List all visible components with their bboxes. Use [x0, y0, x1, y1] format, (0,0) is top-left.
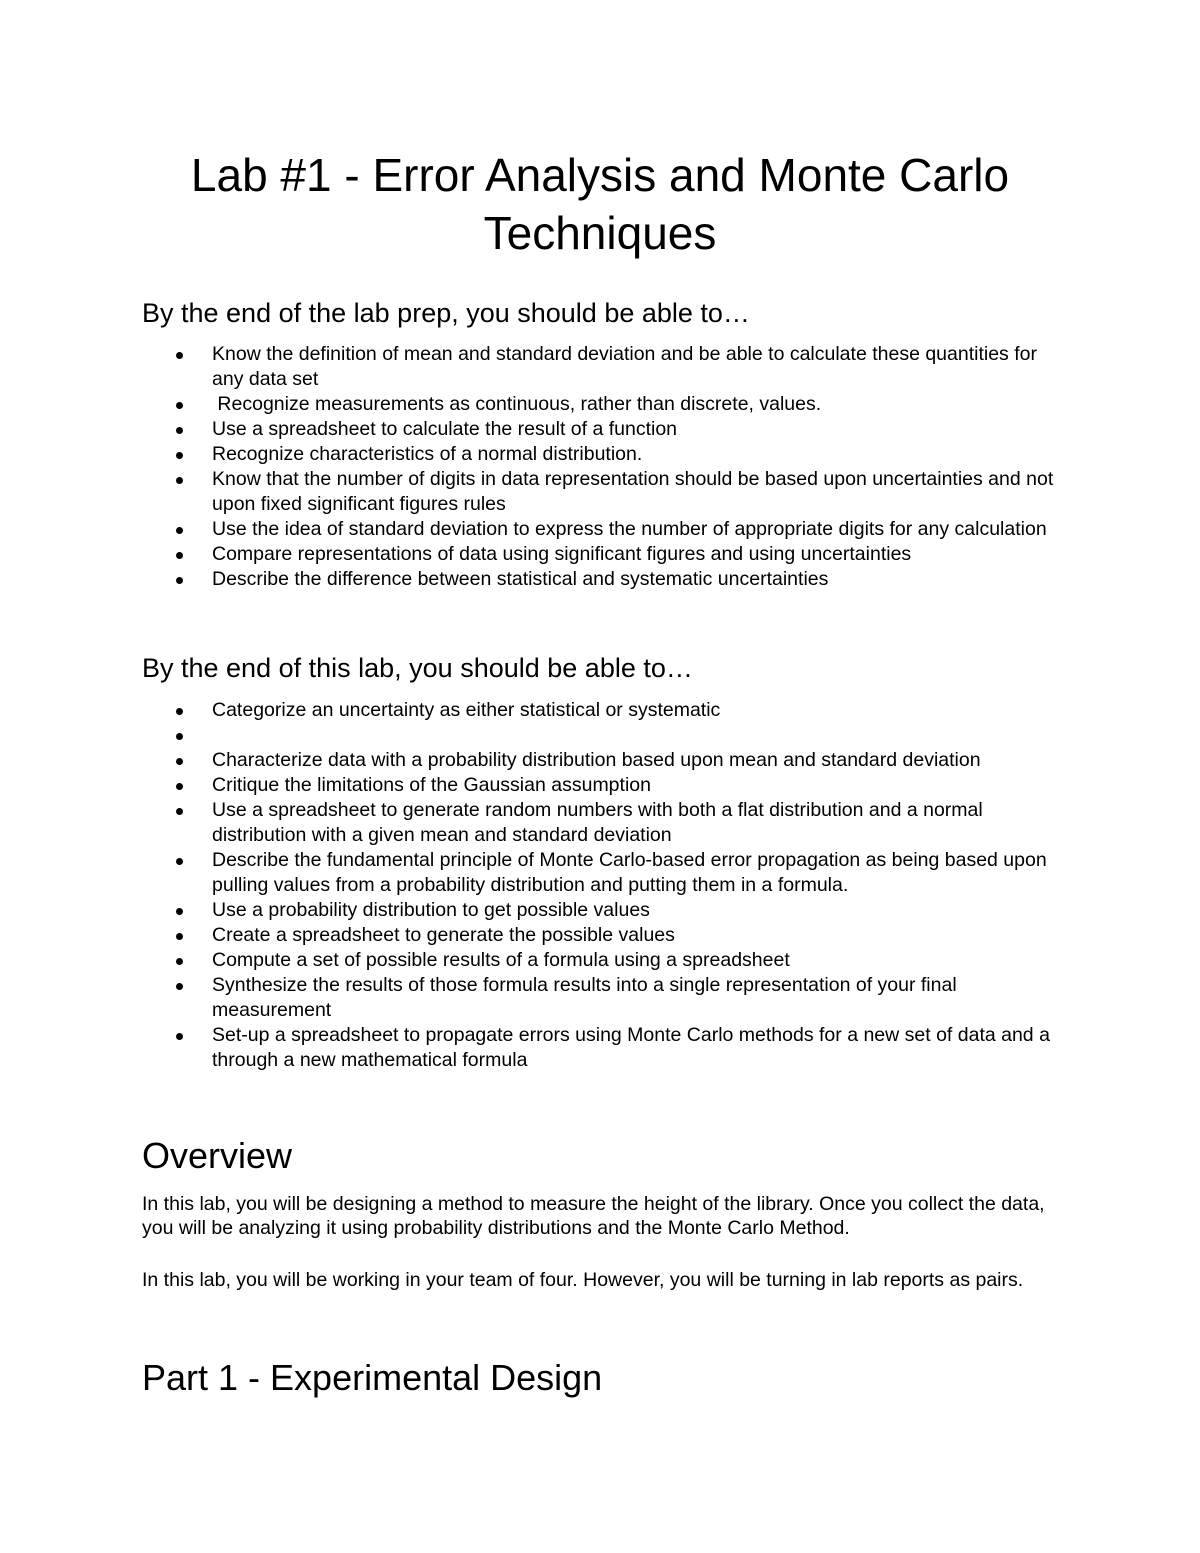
- bullet-icon: [176, 908, 183, 915]
- bullet-icon: [176, 527, 183, 534]
- lab-objectives-list: [142, 698, 1062, 1073]
- list-item: [142, 392, 1062, 417]
- list-item-text: Synthesize the results of those formula results into a single representation of your final measurement: [212, 974, 957, 1021]
- list-item: [142, 442, 1062, 467]
- bullet-icon: [176, 552, 183, 559]
- list-item: [142, 1023, 1062, 1073]
- bullet-icon: [176, 708, 183, 715]
- bullet-icon: [176, 808, 183, 815]
- list-item: [142, 517, 1062, 542]
- bullet-icon: [176, 758, 183, 765]
- list-item: [142, 948, 1062, 973]
- bullet-icon: [176, 477, 183, 484]
- document-title: Lab #1 - Error Analysis and Monte Carlo Techniques: [190, 149, 1010, 259]
- bullet-icon: [176, 983, 183, 990]
- overview-heading: Overview: [142, 1135, 293, 1176]
- list-item: [142, 542, 1062, 567]
- bullet-icon: [176, 352, 183, 359]
- list-item: [142, 698, 1062, 723]
- list-item: [142, 898, 1062, 923]
- list-item-text: Use a spreadsheet to generate random numbers with both a flat distribution and a normal distribution with a given mean and standard deviation: [212, 799, 983, 846]
- list-item-text: Characterize data with a probability distribution based upon mean and standard deviation: [212, 749, 981, 771]
- list-item-text: Create a spreadsheet to generate the possible values: [212, 924, 675, 946]
- list-item: [142, 973, 1062, 1023]
- overview-paragraph: In this lab, you will be working in your team of four. However, you will be turning in lab reports as pairs.: [142, 1269, 1024, 1291]
- list-item: [142, 773, 1062, 798]
- list-item: [142, 723, 1062, 748]
- list-item: [142, 848, 1062, 898]
- bullet-icon: [176, 858, 183, 865]
- list-item: [142, 798, 1062, 848]
- list-item: [142, 567, 1062, 592]
- list-item: [142, 342, 1062, 392]
- list-item-text: Compute a set of possible results of a formula using a spreadsheet: [212, 949, 790, 971]
- list-item-text: Use a spreadsheet to calculate the result of a function: [212, 418, 678, 440]
- bullet-icon: [176, 1033, 183, 1040]
- bullet-icon: [176, 958, 183, 965]
- bullet-icon: [176, 427, 183, 434]
- list-item: [142, 417, 1062, 442]
- bullet-icon: [176, 933, 183, 940]
- list-item-text: Critique the limitations of the Gaussian assumption: [212, 774, 651, 796]
- list-item: [142, 923, 1062, 948]
- list-item-text: Know the definition of mean and standard deviation and be able to calculate these quantities for any data set: [212, 343, 1037, 390]
- list-item-text: Use the idea of standard deviation to express the number of appropriate digits for any calculation: [212, 518, 1047, 540]
- list-item: [142, 748, 1062, 773]
- overview-paragraph: In this lab, you will be designing a method to measure the height of the library. Once you collect the data, you will be analyzing it using probability distributions and the Monte Carlo Method.: [142, 1193, 1045, 1239]
- lab-objectives-heading: By the end of this lab, you should be able to…: [142, 653, 693, 683]
- list-item-text: Categorize an uncertainty as either statistical or systematic: [212, 699, 721, 721]
- bullet-icon: [176, 452, 183, 459]
- bullet-icon: [176, 783, 183, 790]
- bullet-icon: [176, 577, 183, 584]
- list-item-text: Set-up a spreadsheet to propagate errors using Monte Carlo methods for a new set of data and a through a new mathematical formula: [212, 1024, 1050, 1071]
- list-item-text: Recognize measurements as continuous, rather than discrete, values.: [212, 393, 822, 415]
- bullet-icon: [176, 733, 183, 740]
- list-item-text: Know that the number of digits in data representation should be based upon uncertainties and not upon fixed significant figures rules: [212, 468, 1054, 515]
- prep-objectives-list: [142, 342, 1062, 592]
- list-item-text: Describe the fundamental principle of Monte Carlo-based error propagation as being based upon pulling values from a probability distribution and putting them in a formula.: [212, 849, 1047, 896]
- list-item-text: Use a probability distribution to get possible values: [212, 899, 650, 921]
- part1-heading: Part 1 - Experimental Design: [142, 1357, 603, 1398]
- list-item-text: Describe the difference between statistical and systematic uncertainties: [212, 568, 829, 590]
- bullet-icon: [176, 402, 183, 409]
- list-item-text: Recognize characteristics of a normal distribution.: [212, 443, 643, 465]
- list-item-text: Compare representations of data using significant figures and using uncertainties: [212, 543, 912, 565]
- list-item: [142, 467, 1062, 517]
- prep-objectives-heading: By the end of the lab prep, you should be able to…: [142, 298, 750, 328]
